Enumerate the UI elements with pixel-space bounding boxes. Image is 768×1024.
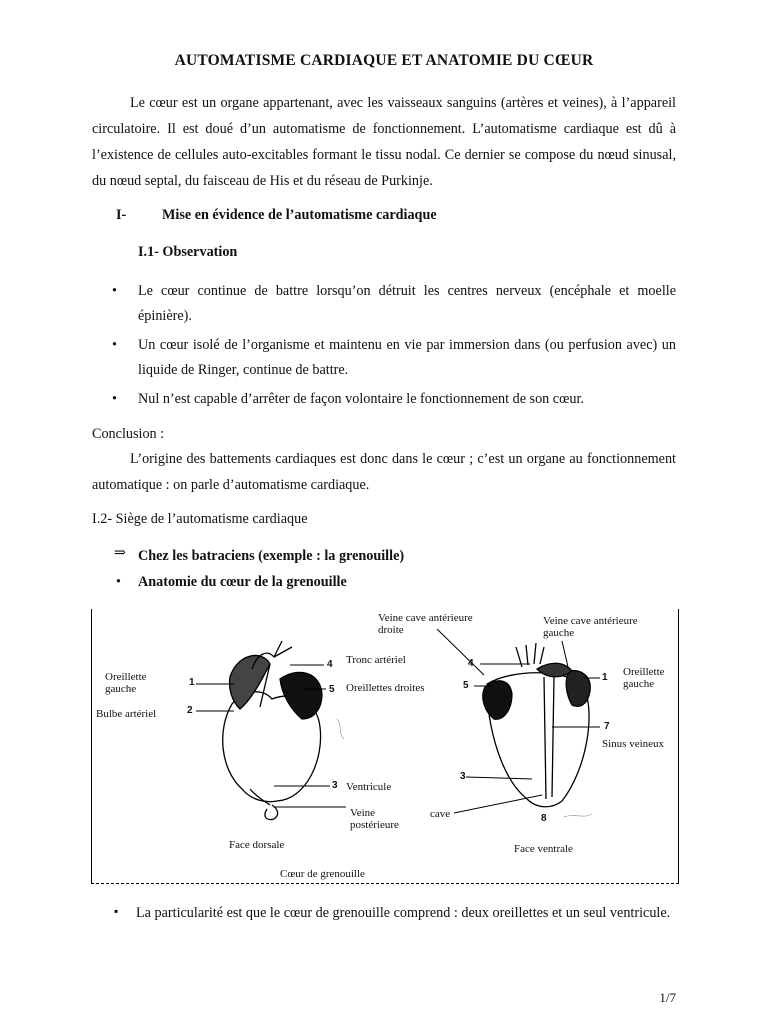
list-item: • Nul n’est capable d’arrêter de façon volontaire le fonctionnement de son cœur. [92, 387, 676, 412]
section-number: I- [116, 207, 127, 223]
number-3-right: 3 [460, 771, 466, 782]
number-4-left: 4 [327, 659, 333, 670]
final-point: La particularité est que le cœur de grenouille comprend : deux oreillettes et un seul ventricule. [136, 905, 671, 921]
subsection-siege: I.2- Siège de l’automatisme cardiaque [92, 511, 308, 527]
label-sinus: Sinus veineux [602, 738, 665, 750]
number-5-right: 5 [463, 680, 469, 691]
number-2-left: 2 [187, 705, 193, 716]
heart-diagram [92, 609, 680, 884]
label-bulbe: Bulbe artériel [96, 708, 157, 720]
bullet-icon: • [112, 283, 117, 299]
list-item: • Un cœur isolé de l’organisme et maintenu en vie par immersion dans (ou perfusion avec) un liquide de Ringer, continue de battre. [92, 333, 676, 383]
heart-figure [91, 609, 679, 884]
number-7-right: 7 [604, 721, 610, 732]
page-number: 1/7 [659, 990, 676, 1005]
dorsal-heart [223, 641, 322, 820]
conclusion-paragraph: L’origine des battements cardiaques est donc dans le cœur ; c’est un organe au fonctionnement automatique : on parle d’automatisme cardiaque. [92, 451, 676, 493]
bullet-icon: • [112, 337, 117, 353]
label-ventricule: Ventricule [346, 781, 392, 793]
page-title: AUTOMATISME CARDIAQUE ET ANATOMIE DU CŒUR [174, 52, 594, 69]
label-vca-gauche: Veine cave antérieure gauche [543, 615, 638, 639]
label-oreillettes-droites: Oreillettes droites [346, 682, 425, 694]
label-face-ventrale: Face ventrale [514, 843, 573, 855]
number-1-left: 1 [189, 677, 195, 688]
bullet-icon: • [116, 574, 121, 590]
conclusion-label: Conclusion : [92, 426, 165, 442]
label-tronc: Tronc artériel [346, 654, 406, 666]
number-3-left: 3 [332, 780, 338, 791]
section-title: Mise en évidence de l’automatisme cardiaque [162, 207, 437, 223]
label-cave: cave [430, 808, 451, 820]
observation-list [92, 279, 676, 412]
figure-caption: Cœur de grenouille [280, 868, 365, 880]
number-1-right: 1 [602, 672, 608, 683]
ventral-heart [483, 643, 590, 807]
number-5-left: 5 [329, 684, 335, 695]
label-oreillette-gauche-dorsal: Oreillette gauche [105, 671, 147, 695]
arrow-icon: ⇒ [114, 545, 126, 561]
bullet-icon: • [112, 391, 117, 407]
label-vca-droite: Veine cave antérieure droite [378, 612, 473, 636]
square-bullet-icon: ▪ [114, 904, 119, 918]
label-face-dorsale: Face dorsale [229, 839, 285, 851]
anatomy-heading: Anatomie du cœur de la grenouille [138, 574, 347, 590]
batraciens-heading: Chez les batraciens (exemple : la grenouille) [138, 548, 405, 564]
label-oreillette-gauche-ventral: Oreillette gauche [623, 666, 665, 690]
label-veine-posterieure: Veine postérieure [350, 807, 399, 831]
intro-paragraph: Le cœur est un organe appartenant, avec les vaisseaux sanguins (artères et veines), à l’appareil circulatoire. Il est doué d’un automatisme de fonctionnement. L’automatisme cardiaque est dû à l’existence de cellules auto-excitables formant le tissu nodal. Ce dernier se compose du nœud sinusal, du nœud septal, du faisceau de His et du réseau de Purkinje. [92, 95, 676, 189]
list-item: • Le cœur continue de battre lorsqu’on détruit les centres nerveux (encéphale et moelle épinière). [92, 279, 676, 329]
number-4-right: 4 [468, 658, 474, 669]
number-8-right: 8 [541, 813, 547, 824]
subsection-observation: I.1- Observation [138, 244, 238, 260]
